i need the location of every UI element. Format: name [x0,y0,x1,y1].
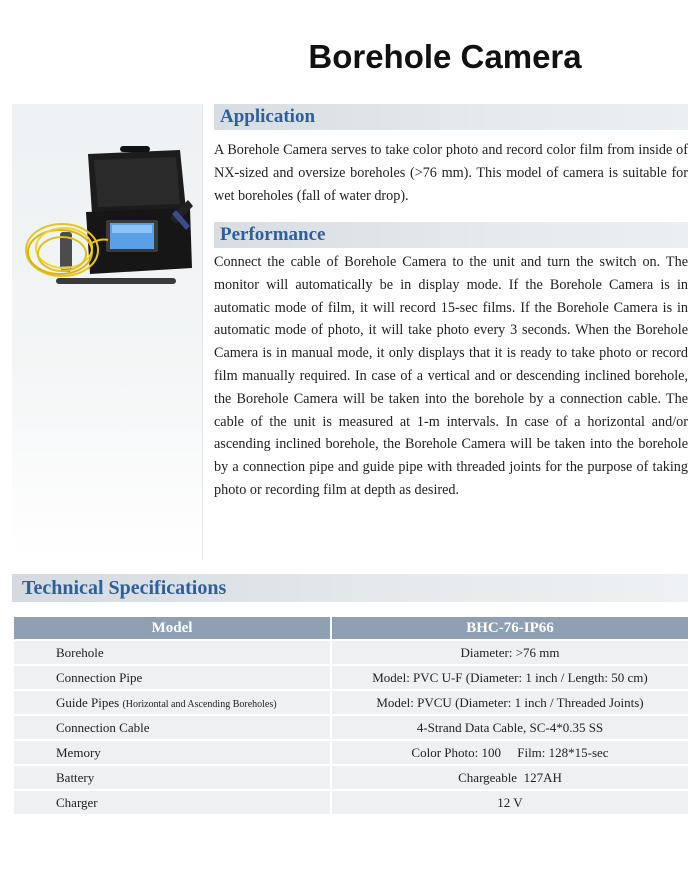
table-row [14,666,688,689]
spec-key: Connection Cable [14,716,330,739]
spec-key: Memory [14,741,330,764]
table-row [14,766,688,789]
spec-value: Diameter: >76 mm [330,641,688,664]
page-title: Borehole Camera [308,38,582,75]
spec-value: Model: PVCU (Diameter: 1 inch / Threaded Joints) [330,691,688,714]
specifications-table [14,615,688,816]
performance-heading: Performance [214,222,688,248]
application-text: A Borehole Camera serves to take color photo and record color film from inside of NX-sized and oversize boreholes (>76 mm). This model of camera is suitable for wet boreholes (fall of water drop). [214,142,688,204]
product-photo-panel [12,104,203,560]
spec-value: 4-Strand Data Cable, SC-4*0.35 SS [330,716,688,739]
table-row [14,691,688,714]
model-header: Model [14,617,330,639]
spec-key-note: (Horizontal and Ascending Boreholes) [122,698,277,710]
table-row [14,641,688,664]
spec-key: Connection Pipe [14,666,330,689]
spec-key: Borehole [14,641,330,664]
table-row [14,716,688,739]
spec-key: Charger [14,791,330,814]
table-row [14,791,688,814]
spec-value: Chargeable 127AH [330,766,688,789]
table-header-row [14,617,688,639]
spec-value: Model: PVC U-F (Diameter: 1 inch / Length: 50 cm) [330,666,688,689]
spec-key-cell [14,691,330,714]
spec-value: Color Photo: 100 Film: 128*15-sec [330,741,688,764]
application-heading: Application [214,104,688,130]
performance-text: Connect the cable of Borehole Camera to the unit and turn the switch on. The monitor will automatically be in display mode. If the Borehole Camera is in automatic mode of film, it will record 15-sec films. If the Borehole Camera is in automatic mode of photo, it will take photo every 3 seconds. When the Borehole Camera is in manual mode, it only displays that it is ready to take photo or record film manually required. In case of a vertical and or descending inclined borehole, the Borehole Camera will be taken into the borehole by a connection cable. The cable of the unit is measured at 1-m intervals. In case of a horizontal and/or ascending inclined borehole, the Borehole Camera will be taken into the borehole by a connection pipe and guide pipe with threaded joints for the purpose of taking photo or recording film at depth as desired. [214,254,688,498]
spec-key: Battery [14,766,330,789]
table-row [14,741,688,764]
model-value-header: BHC-76-IP66 [330,617,688,639]
spec-value: 12 V [330,791,688,814]
borehole-camera-photo [20,140,195,340]
spec-key: Guide Pipes [56,694,120,710]
technical-specifications-heading: Technical Specifications [12,574,688,602]
